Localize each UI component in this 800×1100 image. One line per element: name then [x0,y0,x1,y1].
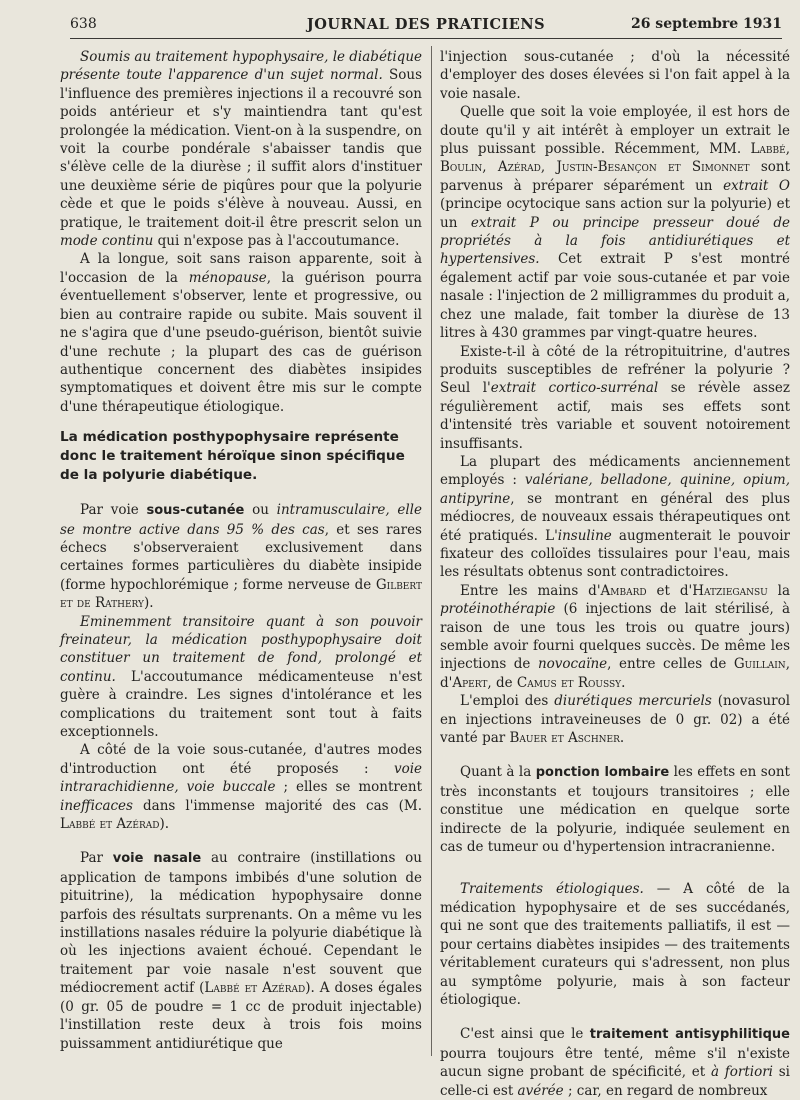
text: Par [80,850,113,867]
author-names: Labbé et Azérad [60,816,160,833]
text: et d' [646,582,693,599]
paragraph [60,48,422,250]
text: A la longue, soit sans raison apparente, soit à l'occasion de la [60,251,422,286]
text: dans l'immense majorité des cas (M. [132,797,422,814]
text: Sous l'influence des premières injections il a recouvré son poids antérieur et s'y maintiendra tant qu'est prolongée la médication. Vient-on à la suspendre, on voit la courbe pondérale s'abaisser tandis que s'élève celle de la diurèse ; il suffit alors d'instituer une deuxième série de piqûres pour que la polyurie cède et que le poids s'élève à nouveau. Aussi, en pratique, le traitement doit-il être prescrit selon un [60,67,423,231]
text: (6 injections de lait stérilisé, à raison de une tous les trois ou quatre jours) semble avoir fourni quelques succès. De même les injections de [440,601,790,673]
paragraph [440,103,790,342]
bold-term: voie nasale [112,851,202,867]
paragraph [60,250,422,416]
paragraph [440,453,790,582]
author-names: Guillain [733,656,786,673]
text: A côté de la voie sous-cutanée, d'autres modes d'introduction ont été proposés : [60,742,422,777]
text: ). [143,595,154,612]
text: ou [244,502,277,519]
emphasis: insuline [557,527,612,544]
paragraph [440,763,790,856]
emphasis: extrait O [723,177,790,194]
text: , se montrant en général des plus médiocres, de nouveaux essais thérapeutiques ont été pratiqués. L' [440,490,790,544]
author-names: Hatziegansu [692,582,768,599]
text: — A côté de la médication hypophysaire et de ses succédanés, qui ne sont que des traitements palliatifs, il est — pour certains diabètes insipides — des traitements véritablement curateurs qui s'adressent, non plus au symptôme polyurie, mais à son facteur étiologique. [440,881,790,1008]
text: , d' [440,656,790,691]
right-column [440,48,790,1100]
emphasis: à fortiori [710,1064,773,1081]
text: ). [159,816,170,833]
paragraph [60,501,422,612]
paragraph [60,741,422,833]
text: , la guérison pourra éventuellement s'observer, lente et progressive, ou bien au contraire rapide ou subite. Mais souvent il ne s'agira que d'une pseudo-guérison, bientôt suivie d'une rechute ; la plupart des cas de guérison authentique concernent des diabètes insipides symptomatiques et doivent être mis sur le compte d'une thérapeutique étiologique. [60,269,422,415]
text: Cet extrait P s'est montré également actif par voie sous-cutanée et par voie nasale : l'injection de 2 milligrammes du produit a, chez une malade, fait tomber la diurèse de 13 litres à 430 grammes par vingt-quatre heures. [440,251,790,342]
bold-term: traitement antisyphilitique [589,1027,790,1043]
author-names: Labbé, Boulin, Azérad, Justin-Besançon et Simonnet [440,141,790,176]
emphasis: avérée [517,1082,564,1099]
author-names: Bauer et Aschner [509,730,620,747]
paragraph [60,613,422,742]
text: Quant à la [460,764,536,781]
paragraph [440,343,790,453]
paragraph [440,1025,790,1100]
paragraph [440,582,790,692]
bold-term: sous-cutanée [146,503,245,519]
running-header [70,14,782,39]
text: L'accoutumance médicamenteuse n'est guère à craindre. Les signes d'intolérance et les complications du traitement sont tout à faits exceptionnels. [60,668,422,740]
emphasis: mode continu [60,233,154,250]
text: se révèle assez régulièrement actif, mais ses effets sont d'intensité très variable et souvent notoirement insuffisants. [440,380,790,452]
text: Entre les mains d' [460,582,601,599]
text: si celle-ci est [440,1064,790,1099]
text: . [619,730,625,747]
column-divider [431,46,432,1056]
text: au contraire (instillations ou application de tampons imbibés d'une solution de pituitrine), la médication hypophysaire donne parfois des résultats surprenants. On a même vu les instillations nasales réduire la polyurie diabétique là où les injections avaient échoué. Cependant le traitement par voie nasale n'est souvent que médiocrement actif ( [60,850,422,997]
text: sont parvenus à préparer séparément un [440,159,790,194]
paragraph: l'injection sous-cutanée ; d'où la nécessité d'employer des doses élevées si l'on fait appel à la voie nasale. [440,49,790,102]
text: L'emploi des [460,693,555,710]
subsection-title: Traitements étiologiques. [460,881,644,898]
text: C'est ainsi que le [460,1026,590,1043]
text: qui n'expose pas à l'accoutumance. [153,233,400,250]
text: les effets en sont très inconstants et toujours transitoires ; elle constitue une médication en quelque sorte indirecte de la polyurie, indiquée seulement en cas de tumeur ou d'hypertension intracranienne. [440,764,790,856]
emphasis: intramusculaire, elle se montre active dans 95 % des cas [60,502,422,538]
text: augmenterait le pouvoir fixateur des colloïdes tissulaires pour l'eau, mais les résultats obtenus sont contradictoires. [440,527,790,581]
author-names: Apert [452,674,488,691]
emphasis: voie intrarachidienne, voie buccale [60,760,422,796]
text: (novasurol en injections intraveineuses de 0 gr. 02) a été vanté par [440,693,790,747]
section-headline: La médication posthypophysaire représente donc le traitement héroïque sinon spécifique de la polyurie diabétique. [60,429,405,484]
emphasis: protéinothérapie [440,601,556,618]
author-names: Ambard [600,582,647,599]
emphasis: valériane, belladone, quinine, opium, antipyrine [440,472,790,507]
paragraph [60,849,422,1052]
author-names: Gilbert et de Rathery [60,576,422,612]
paragraph [440,692,790,747]
text: , entre celles de [607,656,734,673]
emphasis: extrait P ou principe presseur doué de propriétés à la fois antidiurétiques et hypertensives. [440,214,790,268]
text: ). A doses égales (0 gr. 05 de poudre = 1 cc de produit injectable) l'instillation reste deux à trois fois moins puissamment antidiurétique que [60,980,423,1052]
issue-date: 26 septembre 1931 [630,16,782,32]
text: (principe ocytocique sans action sur la polyurie) et un [440,196,790,231]
emphasis: extrait cortico-surrénal [490,380,659,397]
emphasis: Soumis au traitement hypophysaire, le diabétique présente toute l'apparence d'un sujet normal. [60,49,422,84]
left-column [60,48,422,1053]
text: Quelle que soit la voie employée, il est hors de doute qu'il y ait intérêt à employer un extrait le plus puissant possible. Récemment, MM. [440,104,790,158]
text: la [767,582,790,599]
page-number: 638 [70,16,97,32]
text: . [621,674,626,691]
paragraph [440,880,790,1009]
emphasis: novocaïne [537,656,608,673]
text: , de [487,674,517,691]
text: , et ses rares échecs s'observeraient exclusivement dans certaines formes particulières du diabète insipide (forme hypochlorémique ; forme nerveuse de [60,521,422,593]
emphasis: diurétiques mercuriels [554,693,712,710]
text: Existe-t-il à côté de la rétropituitrine, d'autres produits susceptibles de refréner la polyurie ? Seul l' [440,343,790,397]
emphasis: inefficaces [60,797,133,814]
text: ; elles se montrent [275,779,422,796]
emphasis: ménopause [188,269,267,286]
author-names: Camus et Roussy [516,674,622,691]
text: pourra toujours être tenté, même s'il n'existe aucun signe probant de spécificité, et [440,1045,790,1081]
emphasis: Eminemment transitoire quant à son pouvoir freinateur, la médication posthypophysaire doit constituer un traitement de fond, prolongé et continu. [60,613,422,685]
bold-term: ponction lombaire [535,765,670,781]
author-names: Labbé et Azérad [204,980,306,997]
text: La plupart des médicaments anciennement employés : [440,453,790,489]
journal-title: JOURNAL DES PRATICIENS [306,16,546,33]
text: ; car, en regard de nombreux [563,1082,768,1099]
text: Par voie [80,502,147,519]
